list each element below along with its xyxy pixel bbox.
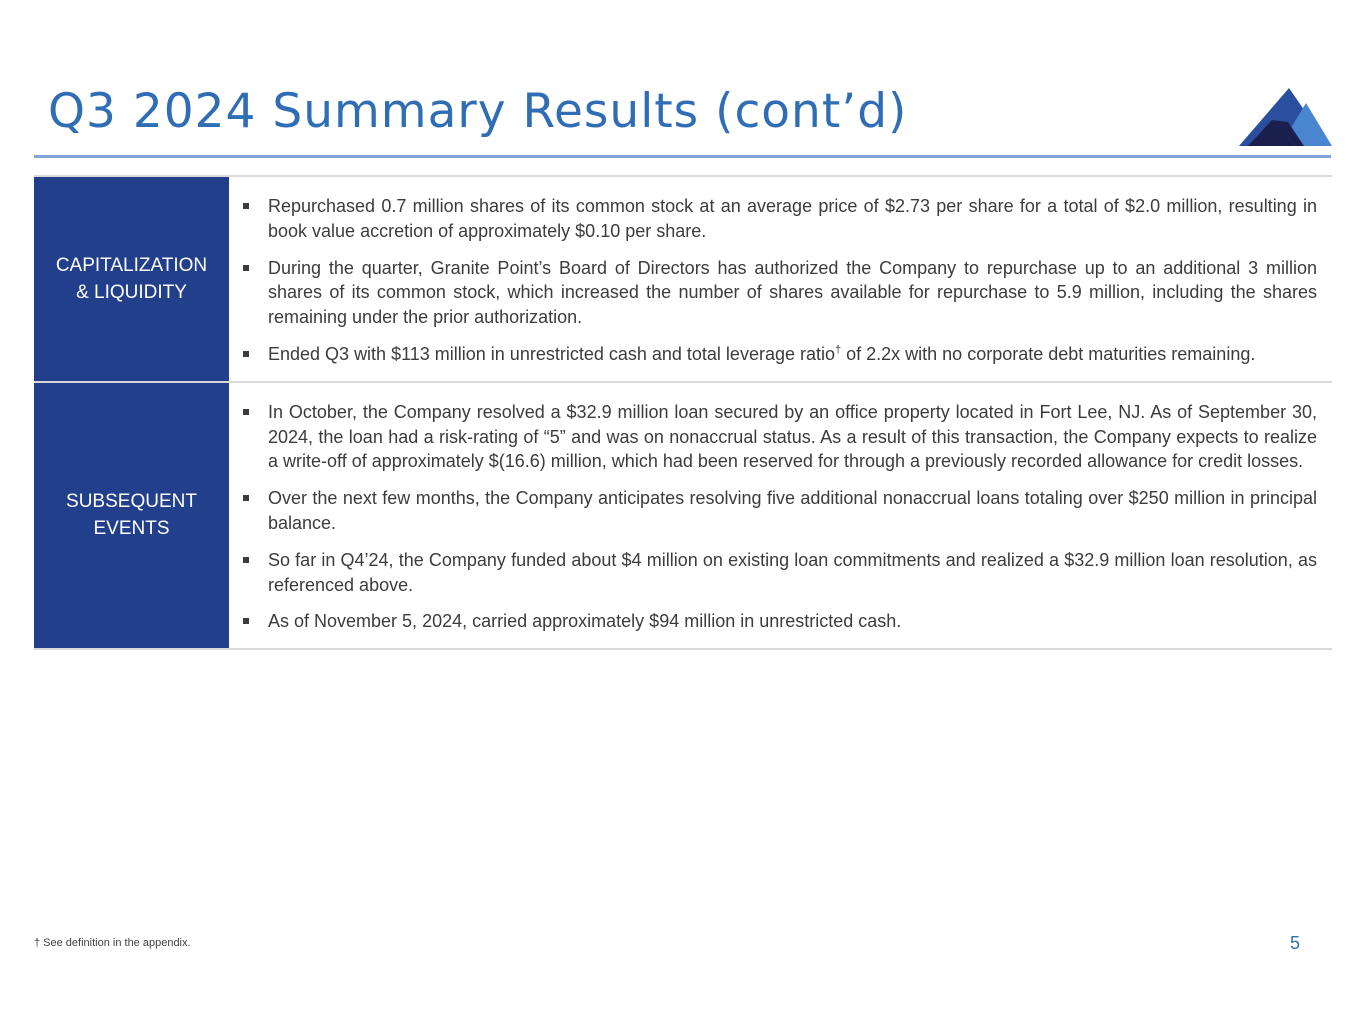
page-number: 5	[1290, 933, 1301, 953]
bullet-item	[243, 486, 1317, 536]
section-capitalization-liquidity	[34, 177, 1332, 383]
summary-table	[34, 175, 1332, 650]
bullet-text: During the quarter, Granite Point’s Board of Directors has authorized the Company to repurchase up to an additional 3 million shares of its common stock, which increased the number of shares available for repurchase to 5.9 million, including the shares remaining under the prior authorization.	[268, 257, 1317, 328]
bullet-text: Repurchased 0.7 million shares of its common stock at an average price of $2.73 per share for a total of $2.0 million, resulting in book value accretion of approximately $0.10 per share.	[268, 196, 1317, 241]
bullet-text: As of November 5, 2024, carried approximately $94 million in unrestricted cash.	[268, 611, 902, 632]
bullet-item	[243, 194, 1317, 244]
mountain-logo-icon	[1236, 88, 1332, 148]
bullet-item	[243, 342, 1317, 367]
section-label-line: CAPITALIZATION	[55, 254, 208, 276]
title-divider	[34, 155, 1331, 158]
section-label	[34, 177, 229, 381]
dagger-footnote-marker: †	[835, 343, 842, 356]
section-label-line: & LIQUIDITY	[76, 281, 187, 303]
bullet-item	[243, 609, 1317, 634]
section-label-line: EVENTS	[93, 518, 170, 540]
bullet-item	[243, 548, 1317, 598]
bullet-text: In October, the Company resolved a $32.9 million loan secured by an office property located in Fort Lee, NJ. As of September 30, 2024, the loan had a risk-rating of “5” and was on nonaccrual status. As a result of this transaction, the Company expects to realize a write-off of approximately $(16.6) million, which had been reserved for through a previously recorded allowance for credit losses.	[268, 401, 1317, 472]
bullet-item	[243, 400, 1317, 474]
bullet-list	[243, 400, 1317, 634]
bullet-text: So far in Q4’24, the Company funded about $4 million on existing loan commitments and realized a $32.9 million loan resolution, as referenced above.	[268, 549, 1317, 595]
section-label-line: SUBSEQUENT	[66, 491, 197, 513]
section-label	[34, 383, 229, 648]
bullet-text: of 2.2x with no corporate debt maturities remaining.	[841, 343, 1256, 364]
section-subsequent-events	[34, 383, 1332, 650]
bullet-text: Over the next few months, the Company anticipates resolving five additional nonaccrual loans totaling over $250 million in principal balance.	[268, 488, 1317, 533]
section-content	[229, 177, 1332, 381]
page-title: Q3 2024 Summary Results (cont’d)	[48, 84, 908, 139]
footnote: † See definition in the appendix.	[34, 937, 191, 949]
bullet-item	[243, 256, 1317, 330]
section-content	[229, 383, 1332, 648]
bullet-text: Ended Q3 with $113 million in unrestricted cash and total leverage ratio	[268, 343, 835, 364]
bullet-list	[243, 194, 1317, 367]
